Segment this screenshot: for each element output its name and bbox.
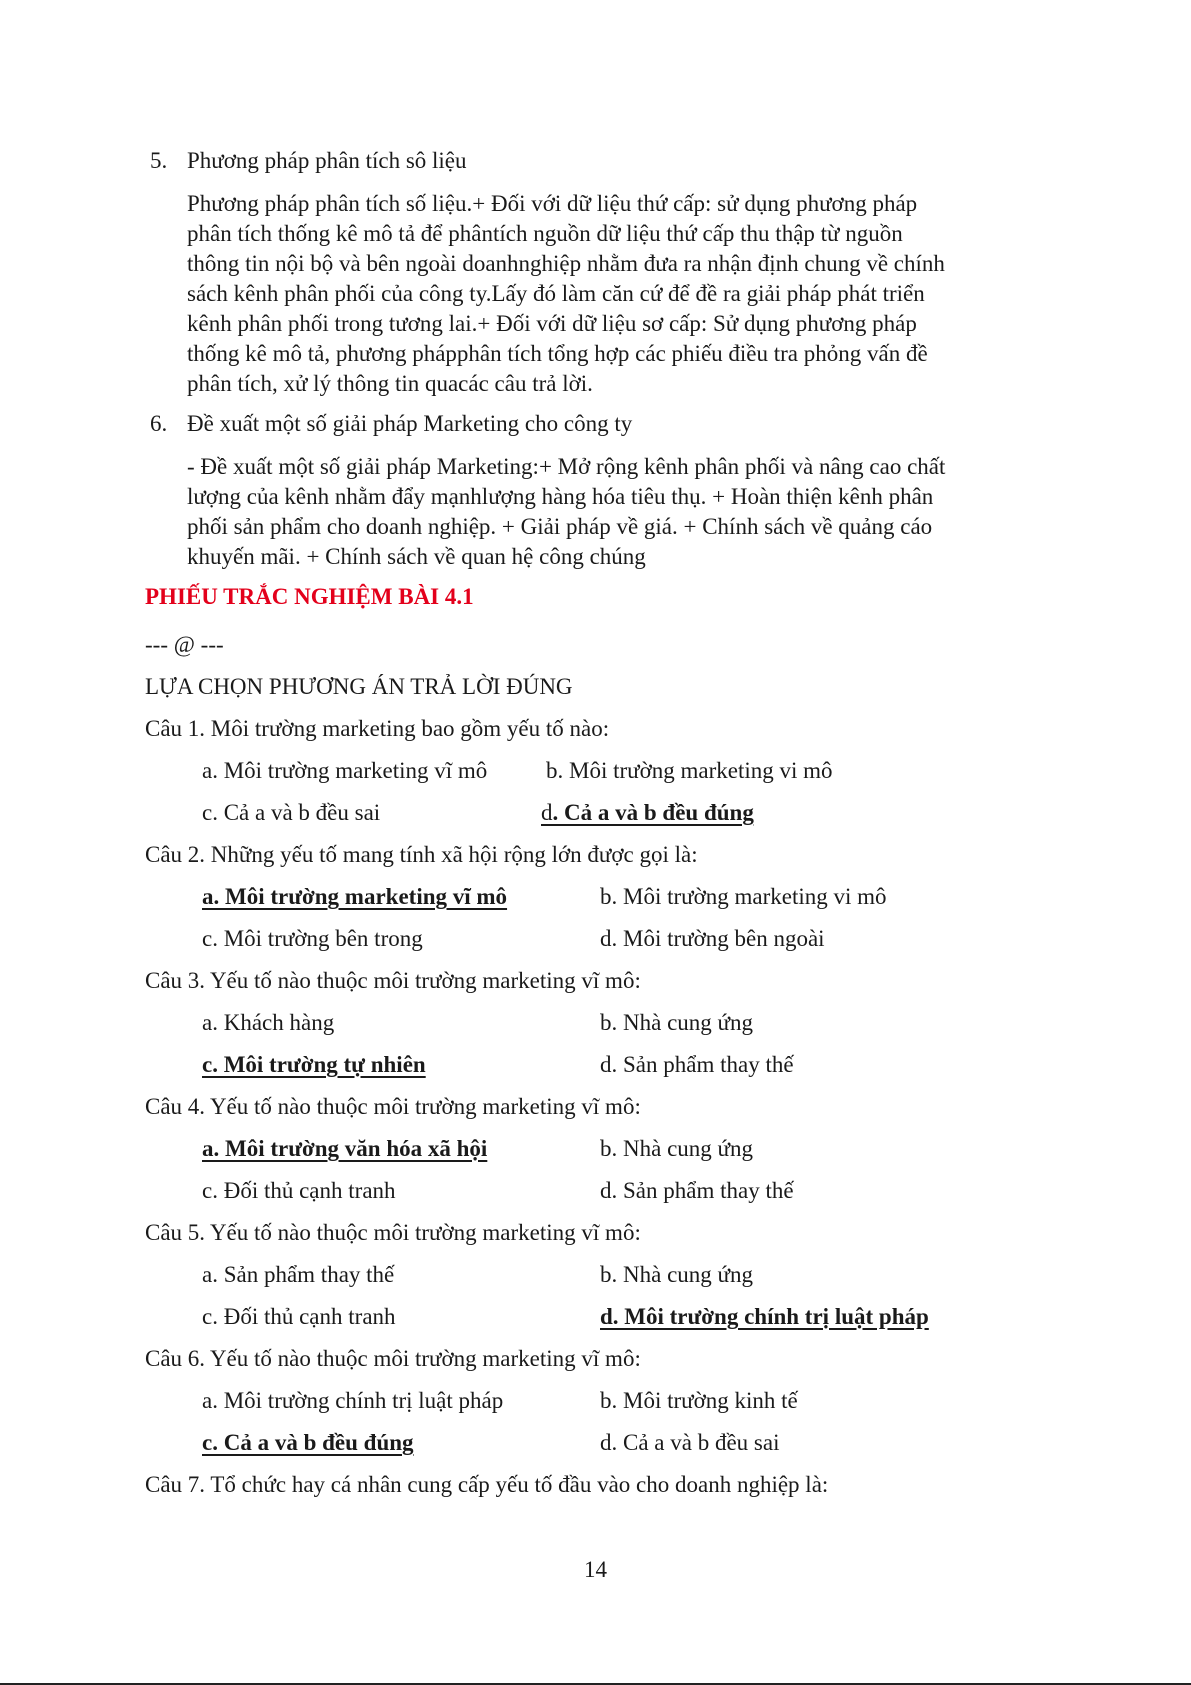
question-2: Câu 2. Những yếu tố mang tính xã hội rộng lớn được gọi là: [145, 842, 698, 867]
q4-option-b: b. Nhà cung ứng [600, 1136, 753, 1161]
q3-option-d: d. Sản phẩm thay thế [600, 1052, 794, 1077]
q3-option-a: a. Khách hàng [202, 1010, 335, 1035]
list-number-5: 5. [150, 148, 168, 173]
paragraph-line: kênh phân phối trong tương lai.+ Đối với dữ liệu sơ cấp: Sử dụng phương pháp [187, 311, 917, 336]
q6-option-d: d. Cả a và b đều sai [600, 1430, 780, 1455]
paragraph-line: khuyến mãi. + Chính sách về quan hệ công chúng [187, 544, 646, 569]
q4-option-a-correct: a. Môi trường văn hóa xã hội [202, 1136, 488, 1161]
q2-option-b: b. Môi trường marketing vi mô [600, 884, 887, 909]
section-6-paragraph [187, 452, 1057, 572]
q1-option-a: a. Môi trường marketing vĩ mô [202, 758, 488, 783]
q6-option-c-correct: c. Cả a và b đều đúng [202, 1430, 414, 1455]
q5-option-a: a. Sản phẩm thay thế [202, 1262, 395, 1287]
quiz-title: PHIẾU TRẮC NGHIỆM BÀI 4.1 [145, 584, 474, 609]
q3-option-c-correct: c. Môi trường tự nhiên [202, 1052, 426, 1077]
section-5-heading: Phương pháp phân tích sô liệu [187, 148, 467, 173]
paragraph-line: phân tích, xử lý thông tin quacác câu trả lời. [187, 371, 593, 396]
q4-option-c: c. Đối thủ cạnh tranh [202, 1178, 396, 1203]
paragraph-line: Phương pháp phân tích số liệu.+ Đối với dữ liệu thứ cấp: sử dụng phương pháp [187, 191, 918, 216]
question-5: Câu 5. Yếu tố nào thuộc môi trường marketing vĩ mô: [145, 1220, 641, 1245]
q5-option-b: b. Nhà cung ứng [600, 1262, 753, 1287]
question-3: Câu 3. Yếu tố nào thuộc môi trường marketing vĩ mô: [145, 968, 641, 993]
q1-option-d-text: . Cả a và b đều đúng [552, 800, 754, 825]
q1-option-d-letter: d [541, 800, 553, 825]
quiz-instruction: LỰA CHỌN PHƯƠNG ÁN TRẢ LỜI ĐÚNG [145, 674, 573, 699]
question-1: Câu 1. Môi trường marketing bao gồm yếu tố nào: [145, 716, 610, 741]
paragraph-line: phân tích thống kê mô tả để phântích nguồn dữ liệu thứ cấp thu thập từ nguồn [187, 221, 903, 246]
question-6: Câu 6. Yếu tố nào thuộc môi trường marketing vĩ mô: [145, 1346, 641, 1371]
q1-option-c: c. Cả a và b đều sai [202, 800, 381, 825]
paragraph-line: - Đề xuất một số giải pháp Marketing:+ Mở rộng kênh phân phối và nâng cao chất [187, 454, 946, 479]
section-5-paragraph [187, 189, 1057, 399]
section-6-heading: Đề xuất một số giải pháp Marketing cho công ty [187, 411, 633, 436]
q6-option-b: b. Môi trường kinh tế [600, 1388, 798, 1413]
q5-option-d-correct: d. Môi trường chính trị luật pháp [600, 1304, 929, 1329]
q1-option-d-correct [541, 800, 754, 826]
paragraph-line: sách kênh phân phối của công ty.Lấy đó làm căn cứ để đề ra giải pháp phát triển [187, 281, 925, 306]
q6-option-a: a. Môi trường chính trị luật pháp [202, 1388, 504, 1413]
paragraph-line: phối sản phẩm cho doanh nghiệp. + Giải pháp về giá. + Chính sách về quảng cáo [187, 514, 933, 539]
q2-option-a-correct: a. Môi trường marketing vĩ mô [202, 884, 508, 909]
question-4: Câu 4. Yếu tố nào thuộc môi trường marketing vĩ mô: [145, 1094, 641, 1119]
paragraph-line: lượng của kênh nhằm đẩy mạnhlượng hàng hóa tiêu thụ. + Hoàn thiện kênh phân [187, 484, 934, 509]
q1-option-b: b. Môi trường marketing vi mô [546, 758, 833, 783]
quiz-separator: --- @ --- [145, 632, 224, 657]
q2-option-c: c. Môi trường bên trong [202, 926, 423, 951]
list-number-6: 6. [150, 411, 168, 436]
q2-option-d: d. Môi trường bên ngoài [600, 926, 825, 951]
paragraph-line: thống kê mô tả, phương phápphân tích tổng hợp các phiếu điều tra phỏng vấn đề [187, 341, 928, 366]
q4-option-d: d. Sản phẩm thay thế [600, 1178, 794, 1203]
q3-option-b: b. Nhà cung ứng [600, 1010, 753, 1035]
question-7: Câu 7. Tổ chức hay cá nhân cung cấp yếu tố đầu vào cho doanh nghiệp là: [145, 1472, 829, 1497]
page-number: 14 [584, 1557, 607, 1582]
q5-option-c: c. Đối thủ cạnh tranh [202, 1304, 396, 1329]
paragraph-line: thông tin nội bộ và bên ngoài doanhnghiệp nhằm đưa ra nhận định chung về chính [187, 251, 945, 276]
